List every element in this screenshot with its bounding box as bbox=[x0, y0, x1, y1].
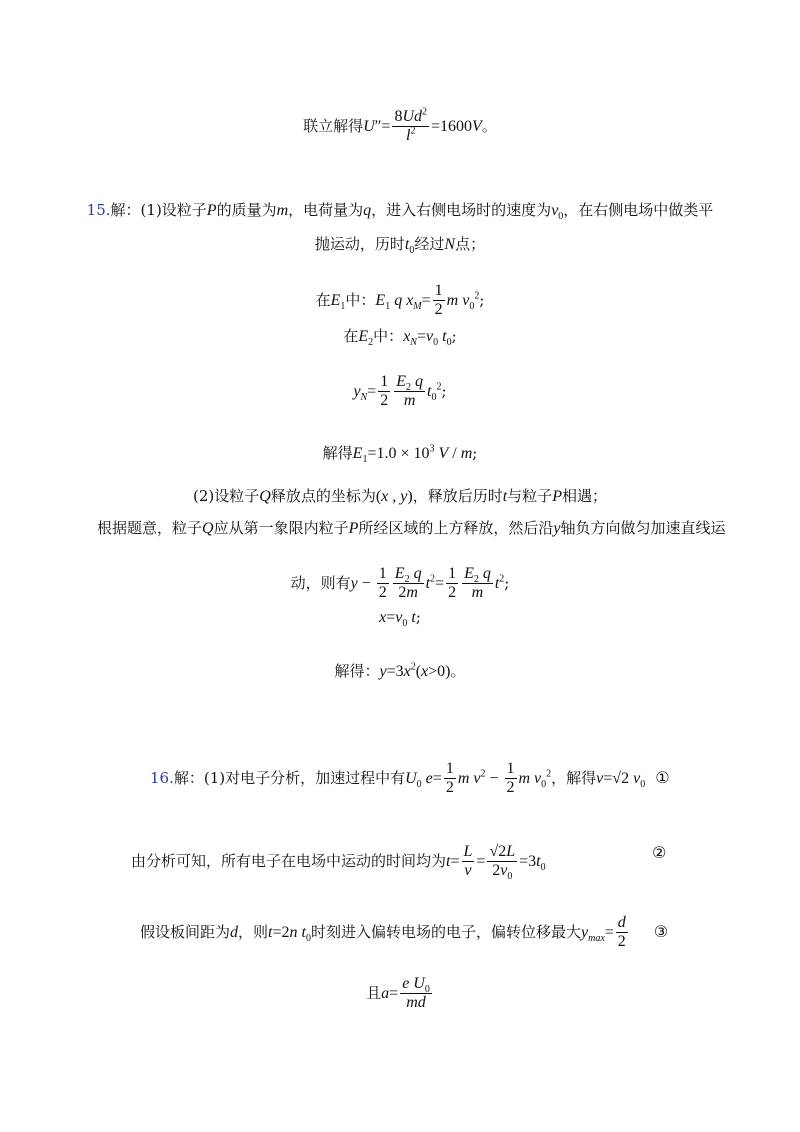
q16-max-displacement: 假设板间距为d，则t=2n $t_0$时刻进入偏转电场的电子，偏转位移最大$y_{max}=$ $\frac{d}{2}$ ③ bbox=[140, 914, 669, 951]
equation-x: $x=v_0$ t; bbox=[379, 608, 421, 630]
q15-setup-cont: 抛运动，历时$t_0$经过N点； bbox=[314, 235, 486, 257]
equation-voltage: 联立解得U″= $\frac{8Ud^2}{l^2}$ =1600V。 bbox=[303, 106, 497, 145]
equation-yn: $y_N=$ $\frac{1}{2}$ $\frac{E_2 q}{m}$ $t_0^2$; bbox=[353, 373, 447, 410]
q15-part2-reasoning: 根据题意，粒子Q应从第一象限内粒子P所经区域的上方释放，然后沿y轴负方向做匀加速直线运 bbox=[97, 519, 726, 537]
q15-part2: (2)设粒子Q释放点的坐标为(x , y)，释放后历时t与粒子P相遇； bbox=[193, 487, 607, 505]
result-e1: 解得$E_1=1.0 \times 10^3$ V / m; bbox=[322, 443, 478, 466]
equation-acceleration: 且a= $\frac{e U_0}{md}$ bbox=[366, 975, 430, 1012]
circled-number-2: ② bbox=[652, 843, 667, 862]
circled-number-3: ③ bbox=[653, 921, 669, 941]
equation-y: 动，则有y − $\frac{1}{2}$ $\frac{E_2 q}{2m}$ $t^2=$ $\frac{1}{2}$ $\frac{E_2 q}{m}$ $t^2$; bbox=[290, 565, 510, 602]
question-number: 16. bbox=[150, 768, 174, 787]
question-number: 15. bbox=[86, 201, 111, 219]
equation-e2: 在$E_2$中：$x_N=v_0$ $t_0$; bbox=[343, 327, 457, 349]
circled-number-1: ① bbox=[655, 767, 670, 787]
equation-time: 由分析可知，所有电子在电场中运动的时间均为t= $\frac{L}{v}$ = $\frac{√2L}{2v_0}$ $=3t_0$ bbox=[131, 843, 546, 883]
q15-setup: 15.解：(1)设粒子P的质量为m，电荷量为q，进入右侧电场时的速度为$v_0$，在右侧电场中做类平 bbox=[86, 201, 714, 223]
q16-part1: 16.解：(1)对电子分析，加速过程中有$U_0$ e= $\frac{1}{2}$ m $v^2$ − $\frac{1}{2}$ m $v_0^2$，解得v=√2 $v_0$ ① bbox=[150, 760, 670, 797]
result-y: 解得：$y=3x^2(x>0)$。 bbox=[334, 661, 466, 680]
equation-e1: 在$E_1$中：$E_1$ q $x_M=$ $\frac{1}{2}$ m $v_0^2$; bbox=[315, 282, 485, 319]
fraction: $\frac{8Ud^2}{l^2}$ bbox=[394, 106, 427, 145]
